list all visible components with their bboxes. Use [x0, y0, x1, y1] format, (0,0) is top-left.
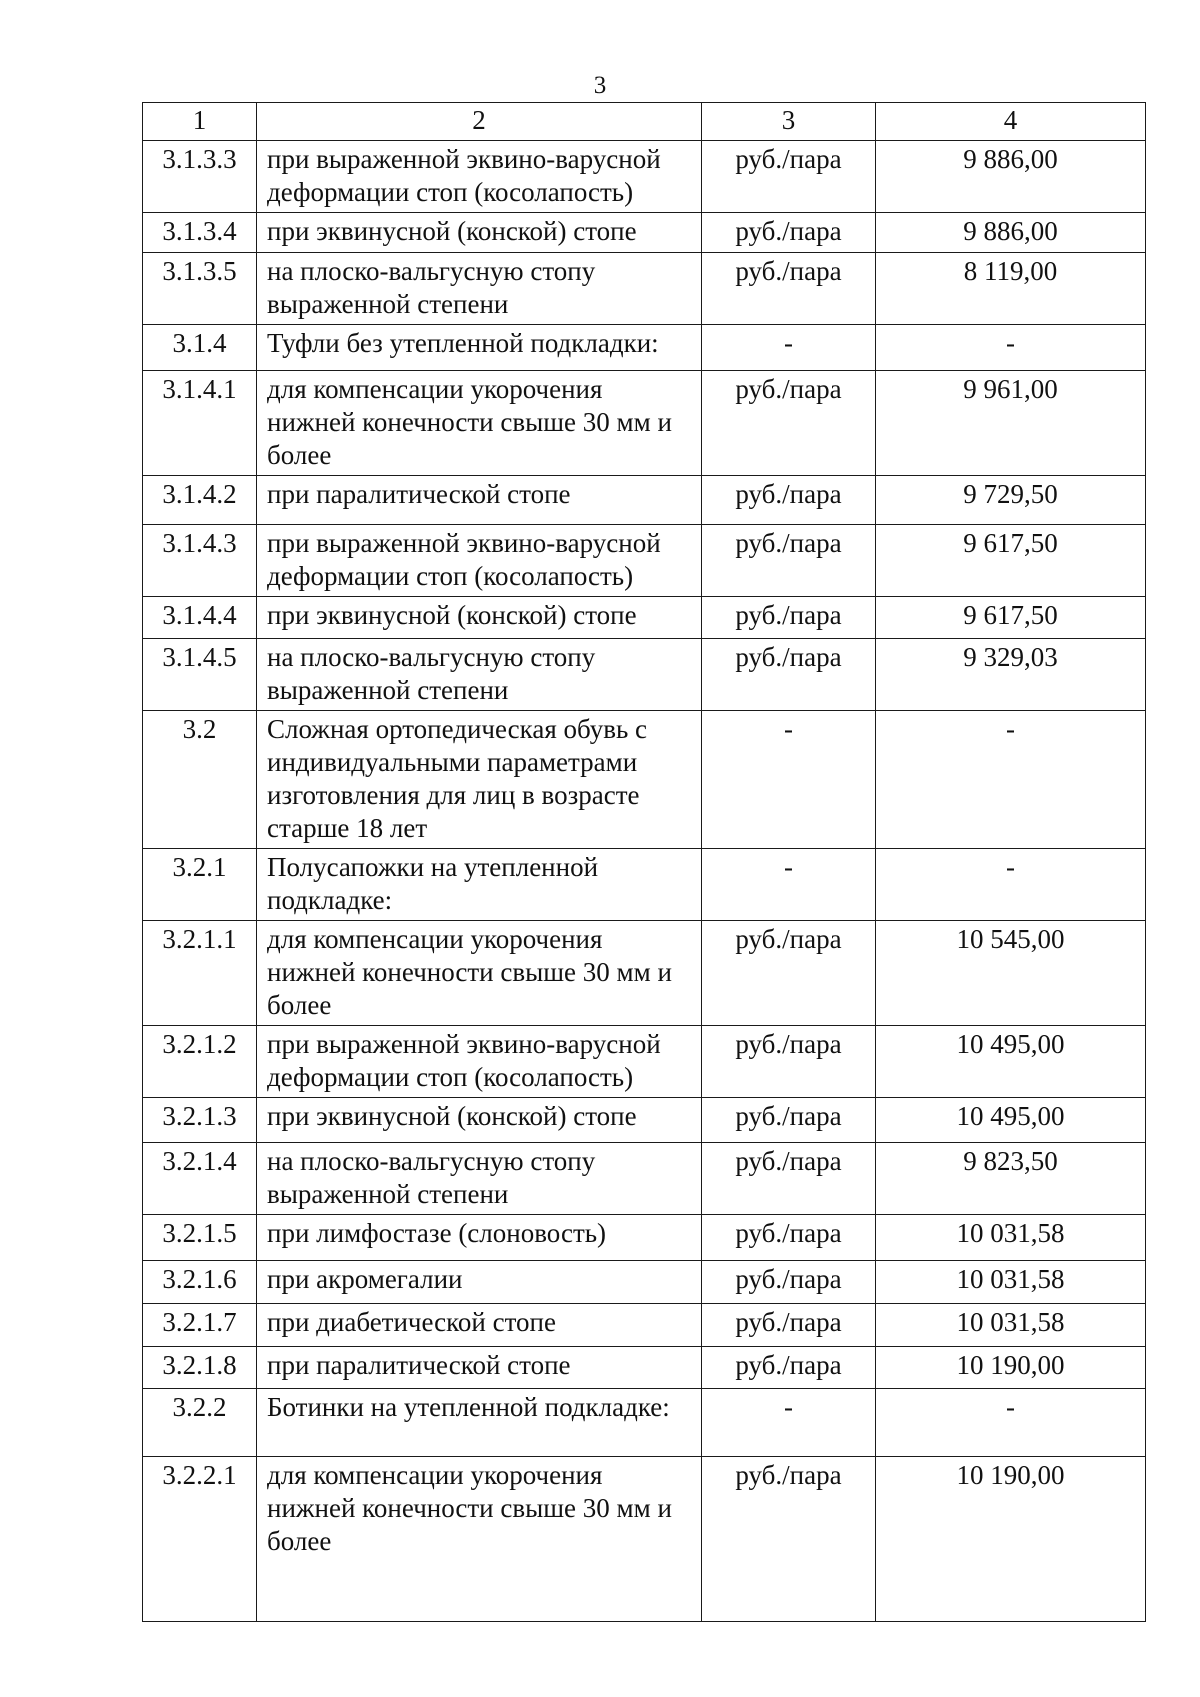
- item-unit: руб./пара: [702, 1215, 876, 1261]
- table-row: [143, 1389, 1146, 1457]
- item-description: при диабетической стопе: [257, 1304, 702, 1347]
- page-number: 3: [593, 72, 607, 99]
- item-price: 9 729,50: [876, 476, 1146, 525]
- table-row: [143, 711, 1146, 849]
- item-code: 3.2.2: [143, 1389, 257, 1457]
- item-unit: руб./пара: [702, 1457, 876, 1622]
- item-code: 3.1.4.4: [143, 597, 257, 639]
- item-description: при выраженной эквино-варусной деформации стоп (косолапость): [257, 141, 702, 213]
- item-unit: руб./пара: [702, 1098, 876, 1143]
- table-row: [143, 1304, 1146, 1347]
- item-price: 10 545,00: [876, 921, 1146, 1026]
- table-row: [143, 597, 1146, 639]
- column-header-3: 3: [702, 103, 876, 141]
- item-price: 10 031,58: [876, 1215, 1146, 1261]
- item-description: при выраженной эквино-варусной деформации стоп (косолапость): [257, 525, 702, 597]
- item-unit: -: [702, 1389, 876, 1457]
- item-description: при эквинусной (конской) стопе: [257, 597, 702, 639]
- item-code: 3.2.1.2: [143, 1026, 257, 1098]
- item-description: для компенсации укорочения нижней конечности свыше 30 мм и более: [257, 921, 702, 1026]
- item-unit: руб./пара: [702, 525, 876, 597]
- item-code: 3.1.4: [143, 325, 257, 371]
- item-code: 3.2.1: [143, 849, 257, 921]
- column-header-1: 1: [143, 103, 257, 141]
- column-header-4: 4: [876, 103, 1146, 141]
- table-row: [143, 325, 1146, 371]
- item-code: 3.2.1.1: [143, 921, 257, 1026]
- item-price: -: [876, 1389, 1146, 1457]
- item-unit: руб./пара: [702, 476, 876, 525]
- item-price: 10 495,00: [876, 1026, 1146, 1098]
- item-unit: руб./пара: [702, 921, 876, 1026]
- item-price: 10 190,00: [876, 1457, 1146, 1622]
- item-price: 10 031,58: [876, 1261, 1146, 1304]
- table-row: [143, 1347, 1146, 1389]
- table-row: [143, 1026, 1146, 1098]
- item-description: Сложная ортопедическая обувь с индивидуальными параметрами изготовления для лиц в возрасте старше 18 лет: [257, 711, 702, 849]
- item-code: 3.1.4.2: [143, 476, 257, 525]
- item-code: 3.2.1.3: [143, 1098, 257, 1143]
- table-row: [143, 141, 1146, 213]
- item-unit: руб./пара: [702, 1261, 876, 1304]
- item-code: 3.1.4.5: [143, 639, 257, 711]
- table-row: [143, 849, 1146, 921]
- table-row: [143, 1457, 1146, 1622]
- item-description: для компенсации укорочения нижней конечности свыше 30 мм и более: [257, 1457, 702, 1622]
- item-description: при акромегалии: [257, 1261, 702, 1304]
- item-code: 3.1.4.3: [143, 525, 257, 597]
- table-row: [143, 1143, 1146, 1215]
- table-row: [143, 1098, 1146, 1143]
- item-code: 3.2.1.6: [143, 1261, 257, 1304]
- table-row: [143, 476, 1146, 525]
- item-unit: руб./пара: [702, 1143, 876, 1215]
- table-row: [143, 253, 1146, 325]
- table-row: [143, 639, 1146, 711]
- item-unit: руб./пара: [702, 639, 876, 711]
- item-unit: руб./пара: [702, 371, 876, 476]
- table-row: [143, 525, 1146, 597]
- item-description: Ботинки на утепленной подкладке:: [257, 1389, 702, 1457]
- item-unit: руб./пара: [702, 213, 876, 253]
- item-code: 3.1.3.3: [143, 141, 257, 213]
- item-description: для компенсации укорочения нижней конечности свыше 30 мм и более: [257, 371, 702, 476]
- item-price: 9 823,50: [876, 1143, 1146, 1215]
- item-price: -: [876, 849, 1146, 921]
- item-unit: руб./пара: [702, 141, 876, 213]
- table-row: [143, 1215, 1146, 1261]
- item-description: при эквинусной (конской) стопе: [257, 1098, 702, 1143]
- item-price: 10 031,58: [876, 1304, 1146, 1347]
- item-unit: руб./пара: [702, 1347, 876, 1389]
- item-description: при эквинусной (конской) стопе: [257, 213, 702, 253]
- item-unit: -: [702, 325, 876, 371]
- item-unit: руб./пара: [702, 1026, 876, 1098]
- item-code: 3.1.4.1: [143, 371, 257, 476]
- item-price: 8 119,00: [876, 253, 1146, 325]
- table-row: [143, 921, 1146, 1026]
- item-unit: руб./пара: [702, 253, 876, 325]
- item-code: 3.2.1.5: [143, 1215, 257, 1261]
- item-code: 3.2.1.7: [143, 1304, 257, 1347]
- item-price: -: [876, 711, 1146, 849]
- item-description: на плоско-вальгусную стопу выраженной степени: [257, 639, 702, 711]
- item-code: 3.1.3.5: [143, 253, 257, 325]
- item-price: -: [876, 325, 1146, 371]
- item-description: на плоско-вальгусную стопу выраженной степени: [257, 253, 702, 325]
- item-unit: -: [702, 711, 876, 849]
- item-unit: -: [702, 849, 876, 921]
- item-price: 10 495,00: [876, 1098, 1146, 1143]
- price-table: [142, 102, 1146, 1622]
- item-unit: руб./пара: [702, 1304, 876, 1347]
- item-price: 10 190,00: [876, 1347, 1146, 1389]
- item-code: 3.2: [143, 711, 257, 849]
- table-row: [143, 213, 1146, 253]
- item-description: Полусапожки на утепленной подкладке:: [257, 849, 702, 921]
- column-header-2: 2: [257, 103, 702, 141]
- item-price: 9 886,00: [876, 141, 1146, 213]
- item-price: 9 617,50: [876, 597, 1146, 639]
- item-code: 3.2.2.1: [143, 1457, 257, 1622]
- table-row: [143, 371, 1146, 476]
- item-description: при паралитической стопе: [257, 1347, 702, 1389]
- item-price: 9 961,00: [876, 371, 1146, 476]
- table-row: [143, 1261, 1146, 1304]
- item-description: при выраженной эквино-варусной деформации стоп (косолапость): [257, 1026, 702, 1098]
- item-description: на плоско-вальгусную стопу выраженной степени: [257, 1143, 702, 1215]
- item-description: Туфли без утепленной подкладки:: [257, 325, 702, 371]
- item-price: 9 329,03: [876, 639, 1146, 711]
- item-price: 9 617,50: [876, 525, 1146, 597]
- item-description: при паралитической стопе: [257, 476, 702, 525]
- item-price: 9 886,00: [876, 213, 1146, 253]
- item-code: 3.2.1.4: [143, 1143, 257, 1215]
- item-code: 3.1.3.4: [143, 213, 257, 253]
- table-header-row: [143, 103, 1146, 141]
- item-unit: руб./пара: [702, 597, 876, 639]
- item-description: при лимфостазе (слоновость): [257, 1215, 702, 1261]
- item-code: 3.2.1.8: [143, 1347, 257, 1389]
